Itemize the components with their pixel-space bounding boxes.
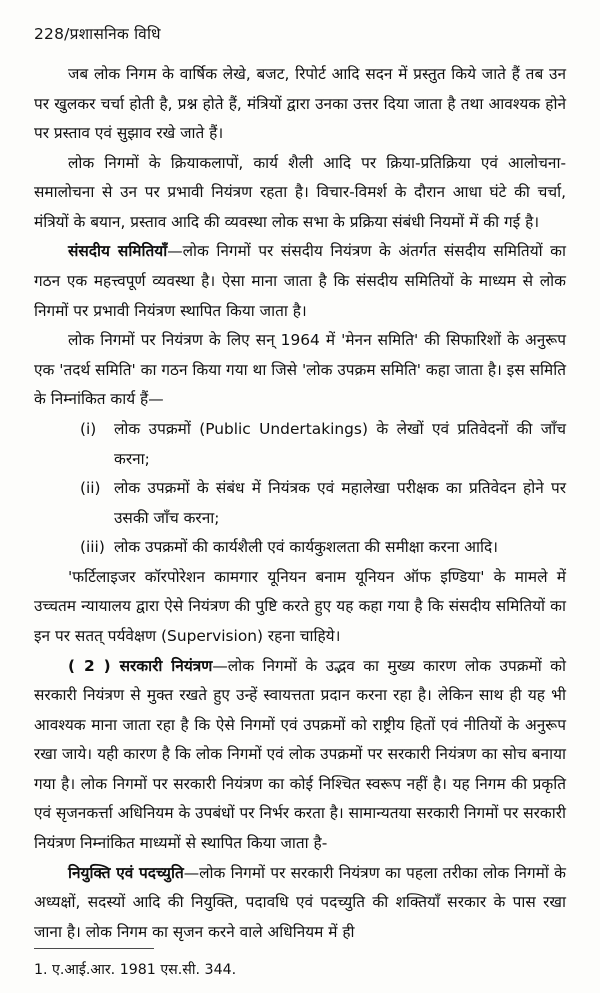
footnote: 1. ए.आई.आर. 1981 एस.सी. 344. (34, 962, 237, 978)
paragraph: जब लोक निगम के वार्षिक लेखे, बजट, रिपोर्ट आदि सदन में प्रस्तुत किये जाते हैं तब उन पर खुलकर चर्चा होती है, प्रश्न होते हैं, मंत्रियों द्वारा उनका उत्तर दिया जाता है तथा आवश्यक होने पर प्रस्ताव एवं सुझाव रखे जाते हैं। (34, 65, 566, 143)
paragraph-lead: नियुक्ति एवं पदच्युति (68, 863, 184, 882)
list-item (80, 415, 566, 474)
list-item-text: लोक उपक्रमों की कार्यशैली एवं कार्यकुशलता की समीक्षा करना आदि। (114, 538, 498, 557)
list-item-text: लोक उपक्रमों के संबंध में नियंत्रक एवं महालेखा परीक्षक का प्रतिवेदन होने पर उसकी जाँच करना; (114, 479, 566, 527)
paragraph-text: —लोक निगमों पर संसदीय नियंत्रण के अंतर्गत संसदीय समितियों का गठन एक महत्त्वपूर्ण व्यवस्था है। ऐसा माना जाता है कि संसदीय समितियों के माध्यम से लोक निगमों पर प्रभावी नियंत्रण स्थापित किया जाता है। (34, 242, 566, 320)
paragraph-lead: ( 2 ) सरकारी नियंत्रण (68, 656, 213, 675)
list-item (80, 533, 566, 563)
paragraph-with-lead (34, 237, 566, 326)
paragraph-text: —लोक निगमों पर सरकारी नियंत्रण का पहला तरीका लोक निगमों के अध्यक्षों, सदस्यों आदि की नियुक्ति, पदावधि एवं पदच्युति की शक्तियाँ सरकार के पास रखा जाना है। लोक निगम का सृजन करने वाले अधिनियम में ही (34, 863, 566, 941)
page-body (34, 60, 566, 947)
list-item (80, 474, 566, 533)
paragraph: लोक निगमों पर नियंत्रण के लिए सन् 1964 में 'मेनन समिति' की सिफारिशों के अनुरूप एक 'तदर्थ समिति' का गठन किया गया था जिसे 'लोक उपक्रम समिति' कहा जाता है। इस समिति के निम्नांकित कार्य हैं— (34, 331, 566, 409)
paragraph-lead: संसदीय समितियाँ (68, 242, 168, 261)
paragraph-with-lead (34, 652, 566, 859)
paragraph-text: —लोक निगमों के उद्भव का मुख्य कारण लोक उपक्रमों को सरकारी नियंत्रण से मुक्त रखते हुए उन्हें स्वायत्तता प्रदान करना रहा है। लेकिन साथ ही यह भी आवश्यक माना जाता रहा है कि ऐसे निगमों एवं उपक्रमों को राष्ट्रीय हितों एवं नीतियों के अनुरूप रखा जाये। यही कारण है कि लोक निगमों एवं लोक उपक्रमों पर सरकारी नियंत्रण का सोच बनाया गया है। लोक निगमों पर सरकारी नियंत्रण का कोई निश्चित स्वरूप नहीं है। यह निगम की प्रकृति एवं सृजनकर्त्ता अधिनियम के उपबंधों पर निर्भर करता है। सामान्यतया सरकारी निगमों पर सरकारी नियंत्रण निम्नांकित माध्यमों से स्थापित किया जाता है- (34, 656, 566, 853)
footnote-divider (34, 948, 154, 949)
list-item-text: लोक उपक्रमों (Public Undertakings) के लेखों एवं प्रतिवेदनों की जाँच करना; (114, 419, 566, 468)
page-header: 228/प्रशासनिक विधि (34, 25, 161, 43)
paragraph: लोक निगमों के क्रियाकलापों, कार्य शैली आदि पर क्रिया-प्रतिक्रिया एवं आलोचना-समालोचना से उन पर प्रभावी नियंत्रण रहता है। विचार-विमर्श के दौरान आधा घंटे की चर्चा, मंत्रियों के बयान, प्रस्ताव आदि की व्यवस्था लोक सभा के प्रक्रिया संबंधी नियमों में की गई है। (34, 153, 566, 231)
paragraph-with-lead (34, 859, 566, 948)
numbered-list (34, 415, 566, 563)
paragraph: 'फर्टिलाइजर कॉरपोरेशन कामगार यूनियन बनाम यूनियन ऑफ इण्डिया' के मामले में उच्चतम न्यायालय द्वारा ऐसे नियंत्रण की पुष्टि करते हुए यह कहा गया है कि संसदीय समितियों का इन पर सतत् पर्यवेक्षण (Supervision) रहना चाहिये। (34, 567, 566, 645)
list-item-marker: (ii) (80, 479, 101, 498)
list-item-marker: (iii) (80, 538, 105, 557)
list-item-marker: (i) (80, 419, 97, 438)
